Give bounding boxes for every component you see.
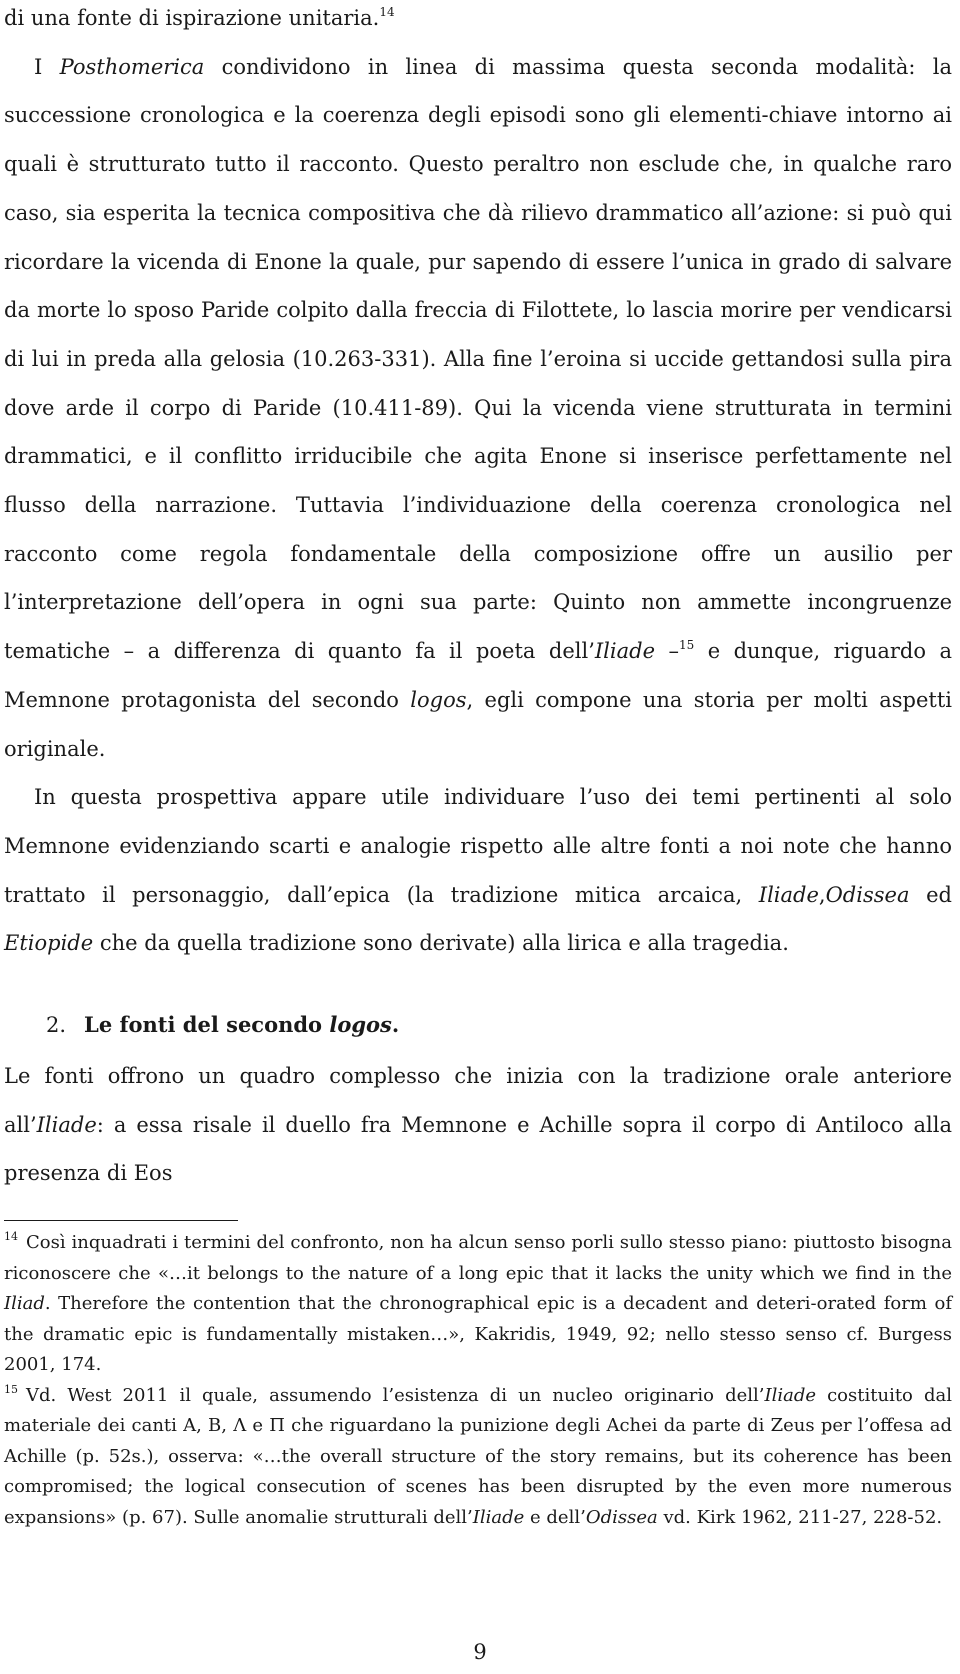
italic-title: Posthomerica <box>59 54 205 79</box>
text-run: I <box>34 54 60 79</box>
italic-title: Odissea <box>585 1506 658 1528</box>
italic-title: Iliade <box>758 882 819 907</box>
body-text <box>4 0 952 1198</box>
text-run: Vd. West 2011 il quale, assumendo l’esistenza di un nucleo originario dell’ <box>26 1384 765 1406</box>
footnote-ref-14[interactable]: 14 <box>379 5 395 19</box>
text-run: vd. Kirk 1962, 211-27, 228-52. <box>657 1506 943 1528</box>
page-number: 9 <box>473 1640 487 1664</box>
italic-term: logos <box>410 687 467 712</box>
italic-title: Etiopide <box>4 931 94 956</box>
footnote-number: 14 <box>4 1230 18 1243</box>
paragraph-fonti <box>4 1052 952 1198</box>
text-run: che da quella tradizione sono derivate) alla lirica e alla tragedia. <box>93 931 789 956</box>
italic-title: Iliade <box>594 639 655 664</box>
text-run: , <box>818 882 826 907</box>
text-run: , egli compone una storia per molti aspetti originale. <box>4 687 952 761</box>
italic-title: Iliade <box>472 1506 525 1528</box>
text-run: : a essa risale il duello fra Memnone e Achille sopra il corpo di Antiloco alla presenza di Eos <box>4 1112 952 1186</box>
section-title-end: . <box>391 1012 400 1038</box>
text-run: e dell’ <box>524 1506 586 1528</box>
italic-title: Iliade <box>764 1384 817 1406</box>
text-run: Così inquadrati i termini del confronto, non ha alcun senso porli sullo stesso piano: piuttosto bisogna riconoscere che «…it belongs to the nature of a long epic that it lacks the unity which we find in the <box>4 1232 952 1284</box>
text-run: condividono in linea di massima questa seconda modalità: la successione cronologica e la coerenza degli episodi sono gli elementi-chiave intorno ai quali è strutturato tutto il racconto. Questo peraltro non esclude che, in qualche raro caso, sia esperita la tecnica compositiva che dà rilievo drammatico all’azione: si può qui ricordare la vicenda di Enone la quale, pur sapendo di essere l’unica in grado di salvare da morte lo sposo Paride colpito dalla freccia di Filottete, lo lascia morire per vendicarsi di lui in preda alla gelosia (10.263-331). Alla fine l’eroina si uccide gettandosi sulla pira dove arde il corpo di Paride (10.411-89). Qui la vicenda viene strutturata in termini drammatici, e il conflitto irriducibile che agita Enone si inserisce perfettamente nel flusso della narrazione. Tuttavia l’individuazione della coerenza cronologica nel racconto come regola fondamentale della composizione offre un ausilio per l’interpretazione dell’opera in ogni sua parte: Quinto non ammette incongruenze tematiche – a differenza di quanto fa il poeta dell’ <box>4 54 952 664</box>
footnote-ref-15[interactable]: 15 <box>678 638 695 653</box>
footnote-separator <box>4 1220 238 1221</box>
footnote-15 <box>4 1381 952 1534</box>
section-heading <box>46 1001 952 1049</box>
text-run: ed <box>909 882 952 907</box>
footnote-14 <box>4 1228 952 1381</box>
paragraph-continuation <box>4 0 952 43</box>
footnote-number: 15 <box>4 1382 18 1396</box>
text-run: Le fonti offrono un quadro complesso che inizia con la tradizione orale anteriore all’ <box>4 1064 952 1137</box>
text-run: – <box>655 639 679 664</box>
text-run: . Therefore the contention that the chronographical epic is a decadent and deteri-orated form of the dramatic epic is fundamentally mistaken…», Kakridis, 1949, 92; nello stesso senso cf. Burgess 2001, 174. <box>4 1293 952 1375</box>
italic-title: Iliade <box>36 1112 97 1137</box>
paragraph-posthomerica <box>4 43 952 774</box>
section-number: 2. <box>46 1013 67 1038</box>
text-run: costituito dal materiale dei canti Α, Β, Λ e Π che riguardano la punizione degli Achei da parte di Zeus per l’offesa ad Achille (p. 52s.), osserva: «…the overall structure of the story remains, but its coherence has been compromised; the logical consecution of scenes has been disrupted by the even more numerous expansions» (p. 67). Sulle anomalie strutturali dell’ <box>4 1384 952 1528</box>
text-run: di una fonte di ispirazione unitaria. <box>4 6 380 30</box>
paragraph-prospettiva <box>4 773 952 968</box>
italic-title: Iliad <box>4 1293 45 1314</box>
italic-title: Odissea <box>825 882 910 907</box>
section-title: Le fonti del secondo <box>84 1012 330 1038</box>
footnotes <box>4 1228 952 1533</box>
section-title-italic: logos <box>329 1012 392 1038</box>
text-run: In questa prospettiva appare utile individuare l’uso dei temi pertinenti al solo Memnone evidenziando scarti e analogie rispetto alle altre fonti a noi note che hanno trattato il personaggio, dall’epica (la tradizione mitica arcaica, <box>4 785 952 907</box>
text-run: e dunque, riguardo a Memnone protagonista del secondo <box>4 639 952 712</box>
